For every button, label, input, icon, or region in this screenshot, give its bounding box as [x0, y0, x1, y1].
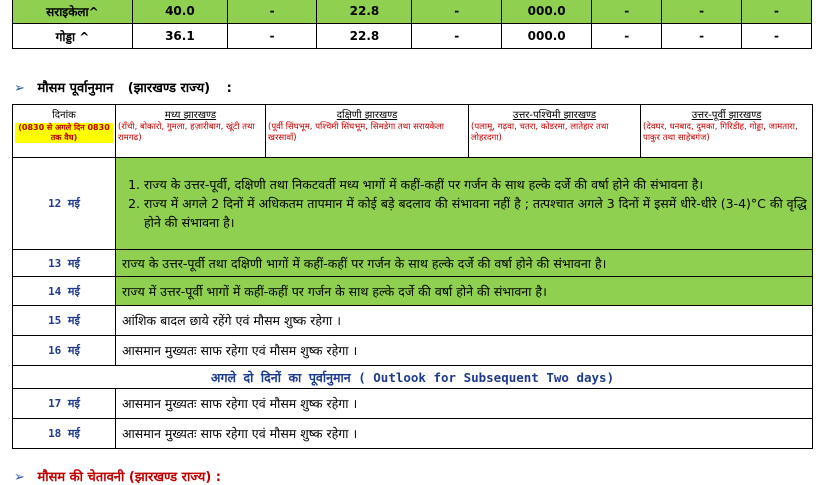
forecast-date: 15 मई — [13, 306, 116, 336]
region-header — [116, 105, 266, 158]
forecast-list-item: 2. राज्य में अगले 2 दिनों में अधिकतम तापमान में कोई बड़े बदलाव की संभावना नहीं है ; तत्पश्चात अगले 3 दिनों में इसमें धीरे-धीरे (3-4)°C की वृद्धि होने की संभावना है। — [144, 194, 812, 232]
outlook-title: अगले दो दिनों का पूर्वानुमान ( Outlook for Subsequent Two days) — [13, 366, 813, 389]
region-districts: (राँची, बोकारो, गुमला, हज़ारीबाग, खूंटी तथा रामगढ) — [118, 122, 255, 143]
forecast-list-item: 1. राज्य के उत्तर-पूर्वी, दक्षिणी तथा निकटवर्ती मध्य भागों में कहीं-कहीं पर गर्जन के साथ हल्के दर्जे की वर्षा होने की संभावना है। — [144, 175, 812, 194]
region-header — [641, 105, 813, 158]
region-title: दक्षिणी झारखण्ड — [336, 110, 398, 121]
station-cell: 36.1 — [132, 24, 227, 49]
arrow-icon: ➢ — [14, 470, 25, 485]
forecast-row — [13, 277, 813, 306]
forecast-text: आसमान मुख्यतः साफ रहेगा एवं मौसम शुष्क रहेगा । — [116, 336, 813, 366]
forecast-row — [13, 250, 813, 277]
region-title: मध्य झारखण्ड — [164, 110, 217, 121]
station-cell: - — [227, 0, 317, 24]
forecast-state: (झारखण्ड राज्य) — [127, 81, 211, 96]
forecast-colon: : — [226, 81, 232, 96]
warning-heading — [14, 467, 221, 485]
station-cell: - — [592, 0, 662, 24]
station-table — [12, 0, 812, 49]
region-districts: (पलामू, गढ़वा, चतरा, कोडरमा, लातेहार तथा लोहरदगा) — [471, 122, 609, 143]
forecast-header-row — [13, 105, 813, 158]
region-title: उत्तर-पूर्वी झारखण्ड — [691, 110, 762, 121]
station-cell: - — [227, 24, 317, 49]
station-cell: 22.8 — [317, 24, 412, 49]
forecast-date: 18 मई — [13, 419, 116, 449]
outlook-row — [13, 366, 813, 389]
station-cell: - — [412, 24, 502, 49]
forecast-date: 16 मई — [13, 336, 116, 366]
station-cell: 40.0 — [132, 0, 227, 24]
forecast-title: मौसम पूर्वानुमान — [37, 81, 114, 96]
date-header-title: दिनांक — [52, 110, 76, 121]
warning-title: मौसम की चेतावनी (झारखण्ड राज्य) : — [37, 470, 221, 485]
forecast-row — [13, 306, 813, 336]
forecast-date: 17 मई — [13, 389, 116, 419]
station-row — [13, 24, 812, 49]
forecast-row — [13, 336, 813, 366]
station-cell: - — [592, 24, 662, 49]
forecast-text: राज्य में उत्तर-पूर्वी भागों में कहीं-कहीं पर गर्जन के साथ हल्के दर्जे की वर्षा होने की संभावना है। — [116, 277, 813, 306]
forecast-date: 12 मई — [13, 158, 116, 250]
forecast-text — [116, 158, 813, 250]
region-header — [266, 105, 469, 158]
arrow-icon: ➢ — [14, 81, 25, 96]
station-cell: 22.8 — [317, 0, 412, 24]
forecast-row — [13, 419, 813, 449]
region-districts: (देवघर, धनबाद, दुमका, गिरिडीह, गोड्डा, जामतारा, पाकुर तथा साहेबगंज) — [643, 122, 798, 143]
station-cell: 000.0 — [502, 0, 592, 24]
forecast-row — [13, 389, 813, 419]
forecast-text: आंशिक बादल छाये रहेंगे एवं मौसम शुष्क रहेगा । — [116, 306, 813, 336]
station-name: गोड्डा ^ — [13, 24, 133, 49]
date-header — [13, 105, 116, 158]
forecast-text: आसमान मुख्यतः साफ रहेगा एवं मौसम शुष्क रहेगा । — [116, 419, 813, 449]
station-row — [13, 0, 812, 24]
forecast-heading — [14, 78, 232, 96]
station-cell: 000.0 — [502, 24, 592, 49]
forecast-row — [13, 158, 813, 250]
region-districts: (पूर्वी सिंघभूम, पश्चिमी सिंघभूम, सिमडेगा तथा सरायकेला खरसावाँ) — [268, 122, 444, 143]
region-header — [469, 105, 641, 158]
forecast-list — [116, 175, 812, 232]
region-title: उत्तर-पश्चिमी झारखण्ड — [512, 110, 597, 121]
forecast-date: 13 मई — [13, 250, 116, 277]
date-validity-note: (0830 से अगले दिन 0830 तक वैध) — [15, 123, 113, 143]
station-cell: - — [662, 0, 742, 24]
forecast-text: राज्य के उत्तर-पूर्वी तथा दक्षिणी भागों में कहीं-कहीं पर गर्जन के साथ हल्के दर्जे की वर्षा होने की संभावना है। — [116, 250, 813, 277]
station-cell: - — [662, 24, 742, 49]
forecast-text: आसमान मुख्यतः साफ रहेगा एवं मौसम शुष्क रहेगा । — [116, 389, 813, 419]
station-cell: - — [741, 0, 811, 24]
station-cell: - — [412, 0, 502, 24]
forecast-table — [12, 104, 813, 449]
forecast-date: 14 मई — [13, 277, 116, 306]
station-name: सराइकेला^ — [13, 0, 133, 24]
station-cell: - — [741, 24, 811, 49]
